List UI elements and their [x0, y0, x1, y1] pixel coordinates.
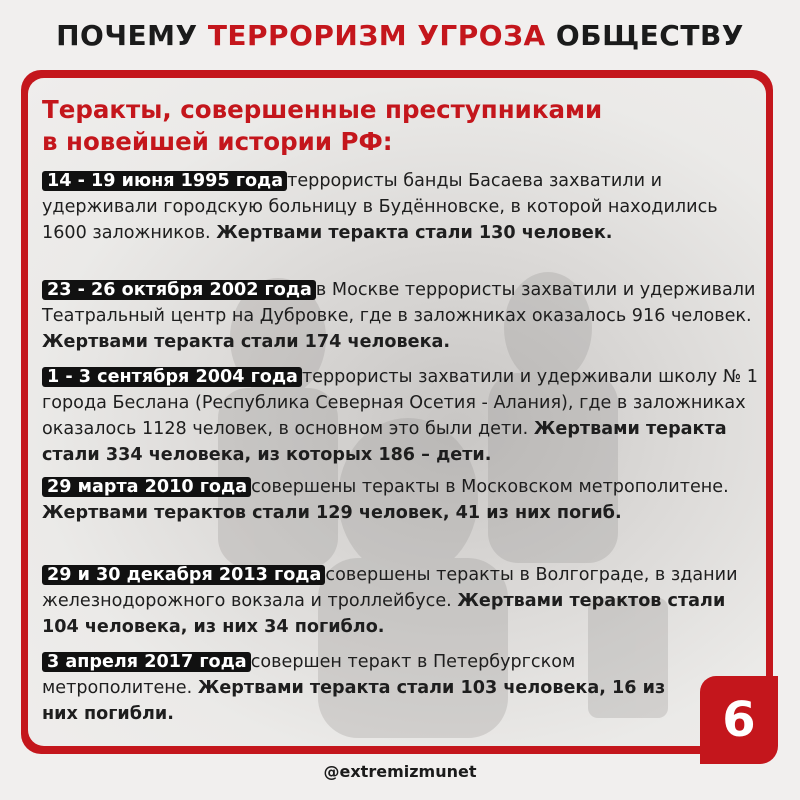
- event-end: .: [377, 617, 385, 637]
- event-text: террористы банды Басаева захватили и удерживали городскую больницу в Будённовске, в которой находились 1600 заложников.: [42, 171, 718, 243]
- title-part-2: ОБЩЕСТВУ: [545, 19, 744, 52]
- event-text: в Москве террористы захватили и удерживали Театральный центр на Дубровке, где в заложниках оказалось 916 человек.: [42, 280, 756, 326]
- event-casualties: Жертвами теракта стали 174 человека: [42, 332, 444, 352]
- event-date: 1 - 3 сентября 2004 года: [42, 367, 302, 387]
- event-end: .: [614, 503, 622, 523]
- event-casualties: Жертвами теракта стали 103 человека, 16 из них погибли: [42, 678, 666, 724]
- event-date: 14 - 19 июня 1995 года: [42, 171, 287, 191]
- event-entry-2010: [42, 474, 762, 526]
- event-end: .: [484, 445, 492, 465]
- event-casualties: Жертвами терактов стали 104 человека, из них 34 погибло: [42, 591, 726, 637]
- event-casualties: Жертвами теракта стали 130 человек: [216, 223, 606, 243]
- event-text: совершены теракты в Московском метрополитене.: [251, 477, 729, 497]
- section-heading: [42, 94, 682, 158]
- event-entry-2013: [42, 562, 762, 640]
- event-casualties: Жертвами терактов стали 129 человек, 41 из них погиб: [42, 503, 615, 523]
- heading-line-1: Теракты, совершенные преступниками: [42, 95, 603, 124]
- event-date: 29 марта 2010 года: [42, 477, 251, 497]
- heading-line-2: в новейшей истории РФ:: [42, 127, 393, 156]
- event-text: совершены теракты в Волгограде, в здании железнодорожного вокзала и троллейбусе.: [42, 565, 738, 611]
- event-date: 23 - 26 октября 2002 года: [42, 280, 316, 300]
- event-text: совершен теракт в Петербургском метрополитене.: [42, 652, 576, 698]
- event-end: .: [167, 704, 174, 724]
- event-end: .: [443, 332, 451, 352]
- event-casualties: Жертвами теракта стали 334 человека, из которых 186 – дети: [42, 419, 727, 465]
- event-end: .: [605, 223, 613, 243]
- event-date: 3 апреля 2017 года: [42, 652, 251, 672]
- event-entry-2002: [42, 277, 762, 355]
- page-number-badge: 6: [700, 676, 778, 764]
- footer-handle: @extremizmunet: [323, 762, 477, 781]
- event-date: 29 и 30 декабря 2013 года: [42, 565, 325, 585]
- event-entry-2017: [42, 649, 682, 727]
- title-part-1: ПОЧЕМУ: [56, 19, 208, 52]
- event-text: террористы захватили и удерживали школу № 1 города Беслана (Республика Северная Осетия - Алания), где в заложниках оказалось 1128 человек, в основном это были дети.: [42, 367, 758, 439]
- page-title: [0, 16, 800, 56]
- event-entry-1995: [42, 168, 762, 246]
- event-entry-2004: [42, 364, 762, 468]
- title-highlight: ТЕРРОРИЗМ УГРОЗА: [207, 19, 546, 52]
